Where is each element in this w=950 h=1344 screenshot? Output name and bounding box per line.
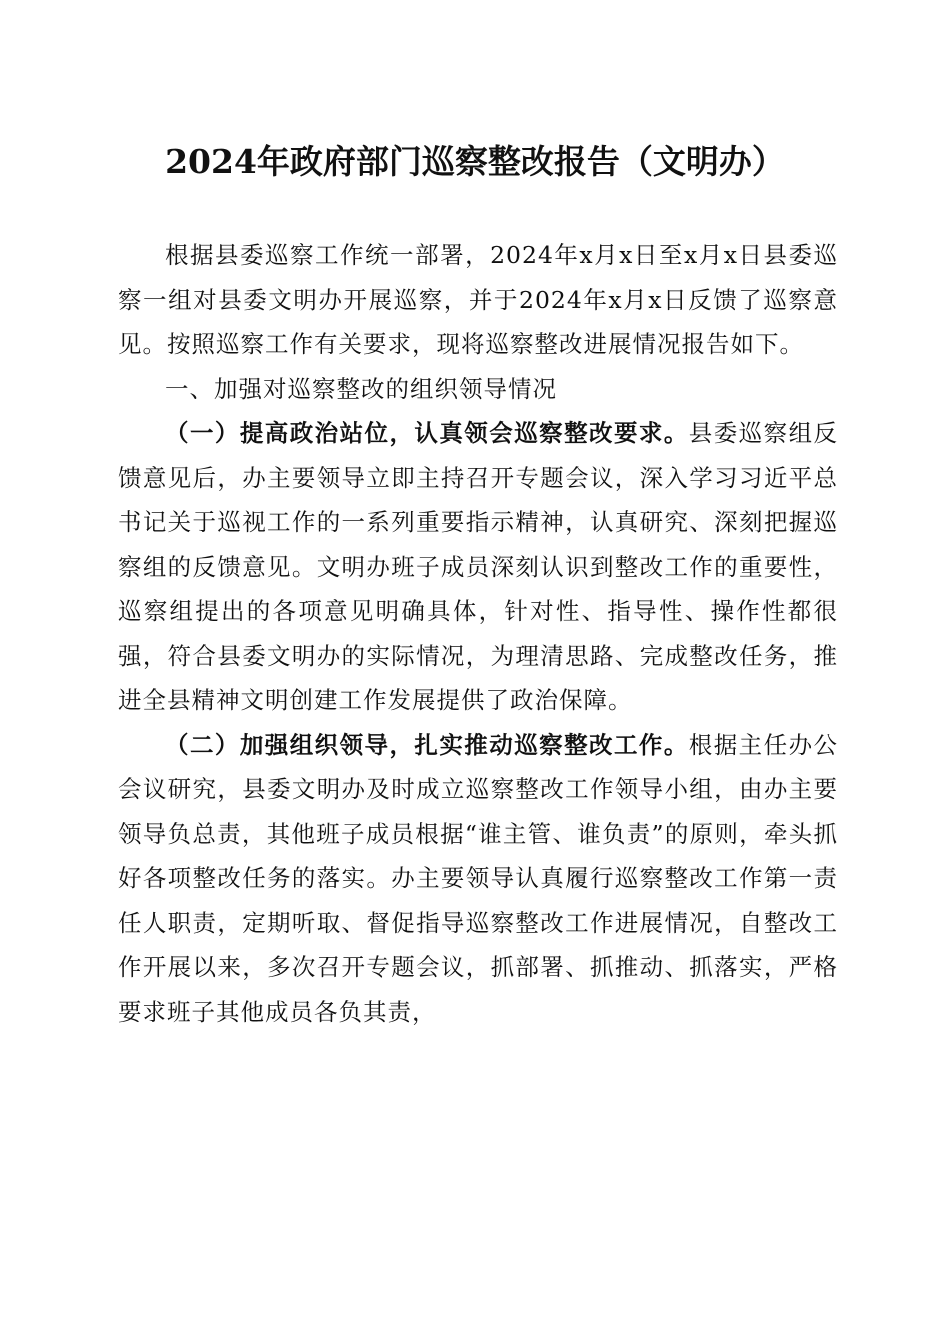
section-1-heading: 一、加强对巡察整改的组织领导情况 <box>165 374 557 403</box>
document-body <box>118 233 838 1034</box>
subsection-1-paragraph <box>118 411 838 723</box>
subsection-1-lead: （一）提高政治站位，认真领会巡察整改要求。 <box>165 419 689 447</box>
subsection-2-paragraph <box>118 723 838 1035</box>
subsection-1-text: 县委巡察组反馈意见后，办主要领导立即主持召开专题会议，深入学习习近平总书记关于巡视工作的一系列重要指示精神，认真研究、深刻把握巡察组的反馈意见。文明办班子成员深刻认识到整改工作的重要性，巡察组提出的各项意见明确具体，针对性、指导性、操作性都很强，符合县委文明办的实际情况，为理清思路、完成整改任务，推进全县精神文明创建工作发展提供了政治保障。 <box>118 419 839 714</box>
document-title: 2024年政府部门巡察整改报告（文明办） <box>165 142 785 181</box>
intro-paragraph: 根据县委巡察工作统一部署，2024年x月x日至x月x日县委巡察一组对县委文明办开展巡察，并于2024年x月x日反馈了巡察意见。按照巡察工作有关要求，现将巡察整改进展情况报告如下。 <box>118 241 838 358</box>
subsection-2-text: 根据主任办公会议研究，县委文明办及时成立巡察整改工作领导小组，由办主要领导负总责，其他班子成员根据“谁主管、谁负责”的原则，牵头抓好各项整改任务的落实。办主要领导认真履行巡察整改工作第一责任人职责，定期听取、督促指导巡察整改工作进展情况，自整改工作开展以来，多次召开专题会议，抓部署、抓推动、抓落实，严格要求班子其他成员各负其责， <box>118 730 839 1026</box>
subsection-2-lead: （二）加强组织领导，扎实推动巡察整改工作。 <box>165 730 689 759</box>
